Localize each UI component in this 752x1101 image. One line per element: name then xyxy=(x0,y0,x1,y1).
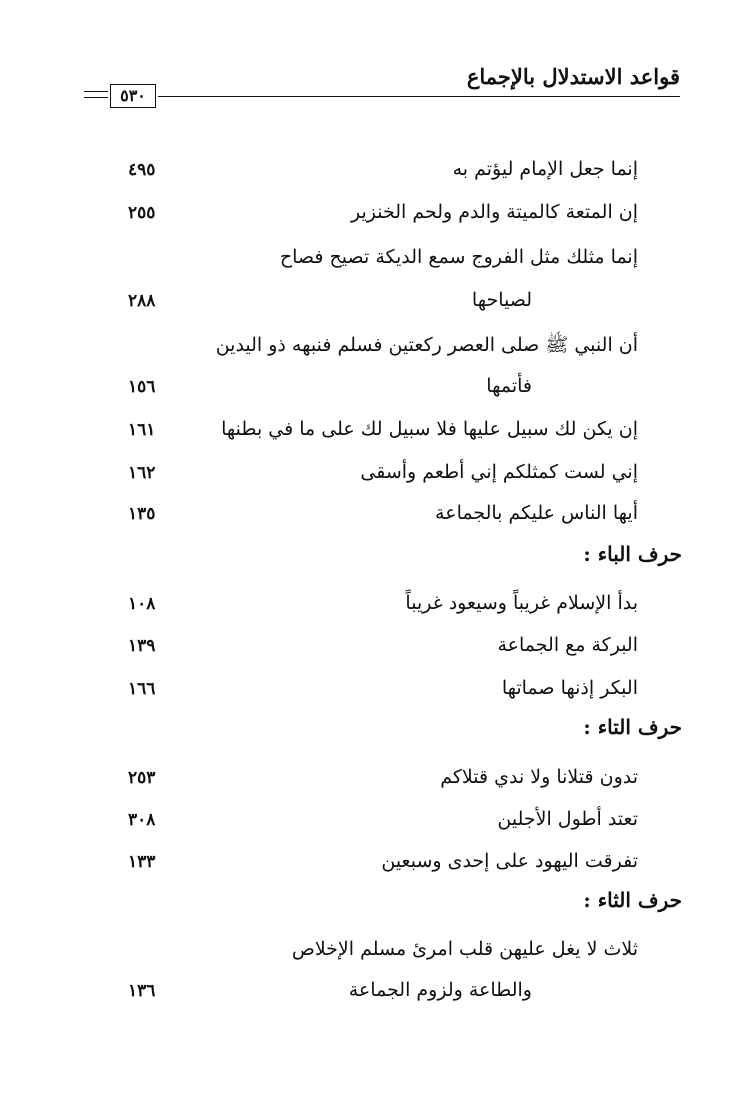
page-number: ٥٣٠ xyxy=(110,84,156,108)
entry-text: إنما مثلك مثل الفروج سمع الديكة تصيح فصاح xyxy=(279,246,638,268)
index-entry-continuation xyxy=(0,285,752,321)
index-entry xyxy=(0,414,752,450)
index-entry xyxy=(0,673,752,709)
entry-page: ٢٥٣ xyxy=(128,768,156,788)
section-heading-ta: حرف التاء : xyxy=(583,715,682,739)
index-entry-continuation xyxy=(0,371,752,407)
entry-text: البركة مع الجماعة xyxy=(497,634,638,656)
index-entry xyxy=(0,804,752,840)
entry-page: ٢٥٥ xyxy=(128,203,156,223)
entry-page: ٢٨٨ xyxy=(128,291,156,311)
entry-page: ١٣٦ xyxy=(128,981,156,1001)
entry-text: إن المتعة كالميتة والدم ولحم الخنزير xyxy=(350,201,638,223)
entry-text: أيها الناس عليكم بالجماعة xyxy=(435,502,638,524)
entry-text: والطاعة ولزوم الجماعة xyxy=(348,979,532,1001)
entry-text: إنما جعل الإمام ليؤتم به xyxy=(452,158,638,180)
entry-page: ١٦٦ xyxy=(128,679,156,699)
section-heading-tha: حرف الثاء : xyxy=(583,888,682,912)
entry-page: ٣٠٨ xyxy=(128,810,156,830)
index-entry xyxy=(0,329,752,365)
entry-text: لصياحها xyxy=(471,289,532,311)
index-entry xyxy=(0,197,752,233)
index-entry xyxy=(0,762,752,798)
entry-page: ١٥٦ xyxy=(128,377,156,397)
entry-page: ١٠٨ xyxy=(128,594,156,614)
section-heading-ba: حرف الباء : xyxy=(583,542,682,566)
entry-page: ٤٩٥ xyxy=(128,160,156,180)
entry-page: ١٦١ xyxy=(128,420,156,440)
index-entry xyxy=(0,630,752,666)
entry-page: ١٣٣ xyxy=(128,852,156,872)
entry-page: ١٣٩ xyxy=(128,636,156,656)
entry-text: ثلاث لا يغل عليهن قلب امرئ مسلم الإخلاص xyxy=(291,938,638,960)
entry-text: أن النبي ﷺ صلى العصر ركعتين فسلم فنبهه ذو اليدين xyxy=(215,334,638,356)
header-title: قواعد الاستدلال بالإجماع xyxy=(466,64,680,89)
index-entry xyxy=(0,242,752,278)
entry-text: البكر إذنها صماتها xyxy=(501,677,638,699)
entry-text: إن يكن لك سبيل عليها فلا سبيل لك على ما في بطنها xyxy=(221,418,638,440)
entry-page: ١٦٢ xyxy=(128,463,156,483)
entry-text: تعتد أطول الأجلين xyxy=(497,808,638,830)
index-entry xyxy=(0,846,752,882)
index-entry xyxy=(0,934,752,970)
entry-page: ١٣٥ xyxy=(128,504,156,524)
index-entry xyxy=(0,154,752,190)
index-entry-continuation xyxy=(0,975,752,1011)
entry-text: تدون قتلانا ولا ندي قتلاكم xyxy=(440,766,638,788)
entry-text: إني لست كمثلكم إني أطعم وأسقى xyxy=(360,461,638,483)
index-entry xyxy=(0,588,752,624)
entry-text: تفرقت اليهود على إحدى وسبعين xyxy=(381,850,638,872)
index-entry xyxy=(0,498,752,534)
entry-text: بدأ الإسلام غريباً وسيعود غريباً xyxy=(405,592,638,614)
entry-text: فأتمها xyxy=(486,375,532,397)
index-entry xyxy=(0,457,752,493)
